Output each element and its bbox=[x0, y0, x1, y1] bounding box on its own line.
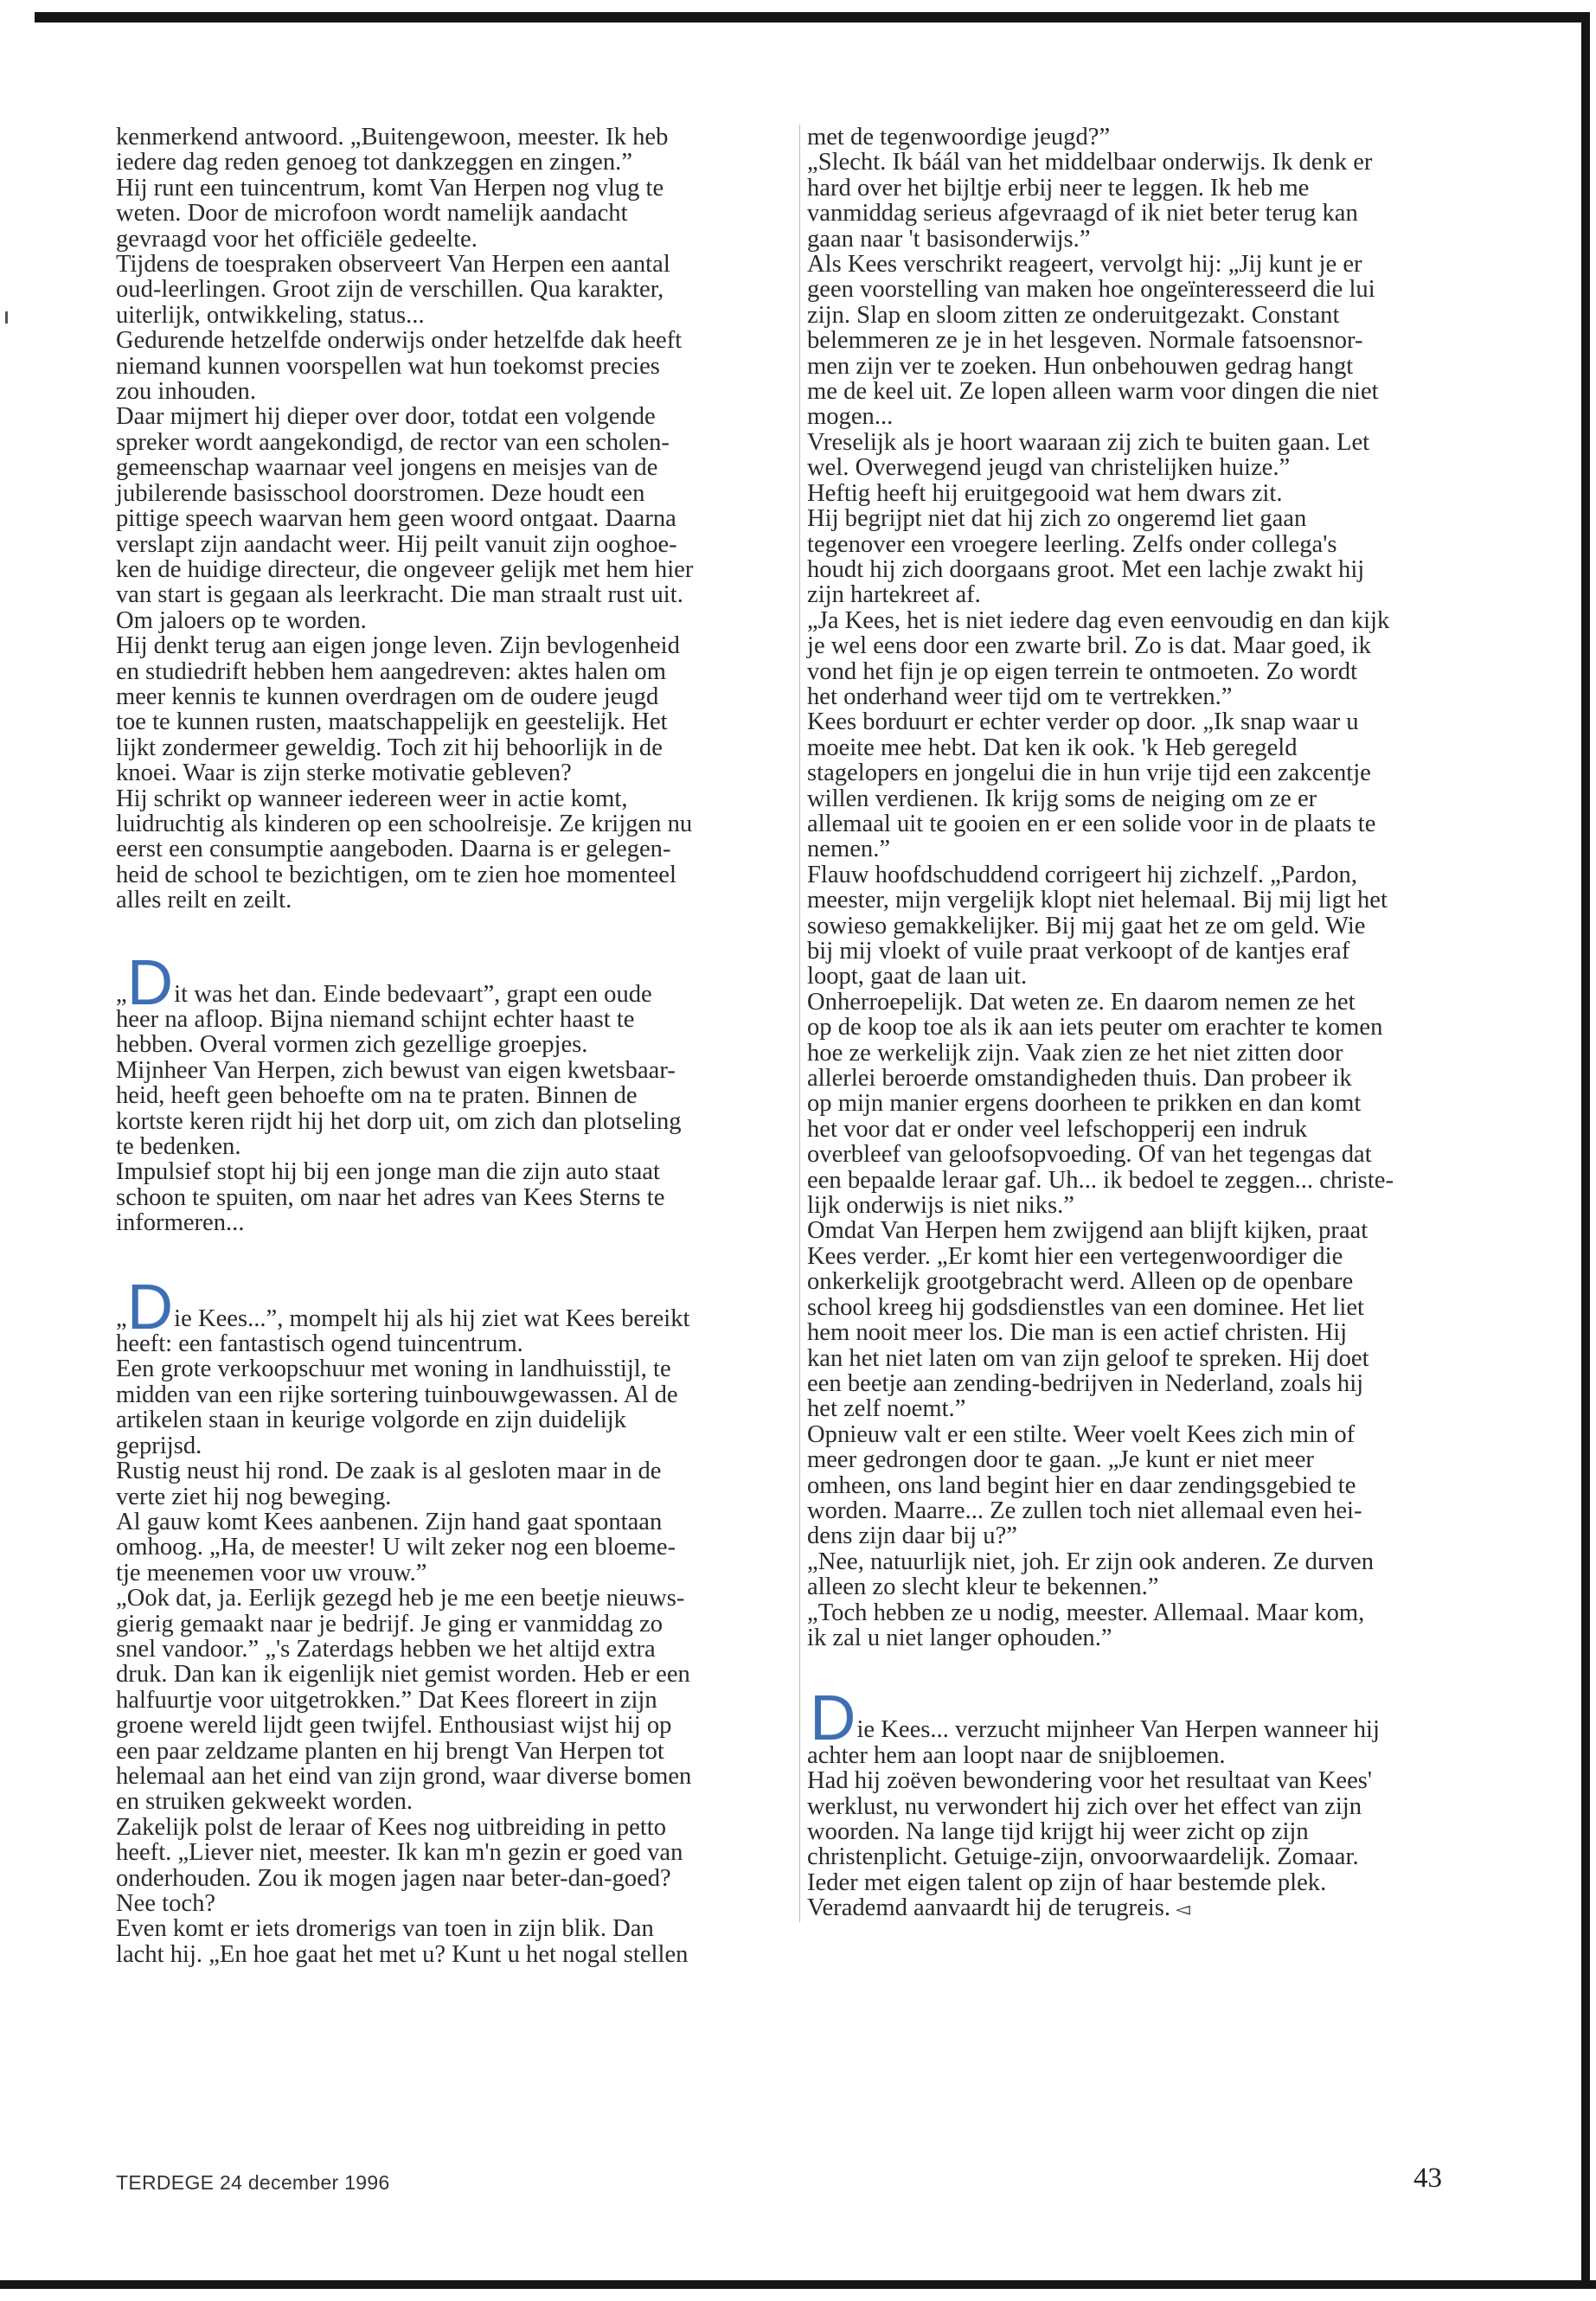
text-line: het onderhand weer tijd om te vertrekken.” bbox=[807, 683, 1233, 710]
text-line: een bepaalde leraar gaf. Uh... ik bedoel te zeggen... christe- bbox=[807, 1166, 1394, 1194]
right-section-1 bbox=[807, 125, 1440, 1650]
text-line: artikelen staan in keurige volgorde en zijn duidelijk bbox=[116, 1407, 626, 1434]
text-line: me de keel uit. Ze lopen alleen warm voor dingen die niet bbox=[807, 378, 1379, 406]
text-line: zijn hartekreet af. bbox=[807, 581, 981, 609]
text-line: een beetje aan zending-bedrijven in Nederland, zoals hij bbox=[807, 1369, 1364, 1397]
text-line: Had hij zoëven bewondering voor het resultaat van Kees' bbox=[807, 1767, 1373, 1795]
text-line: Mijnheer Van Herpen, zich bewust van eigen kwetsbaar- bbox=[116, 1056, 676, 1084]
text-line: lijkt zondermeer geweldig. Toch zit hij behoorlijk in de bbox=[116, 734, 663, 761]
text-line: mogen... bbox=[807, 403, 894, 431]
text-line: achter hem aan loopt naar de snijbloemen. bbox=[807, 1741, 1226, 1769]
text-line: overbleef van geloofsopvoeding. Of van het tegengas dat bbox=[807, 1141, 1372, 1169]
text-line: Zakelijk polst de leraar of Kees nog uitbreiding in petto bbox=[116, 1813, 667, 1841]
text-line: Gedurende hetzelfde onderwijs onder hetzelfde dak heeft bbox=[116, 327, 683, 355]
text-line: het zelf noemt.” bbox=[807, 1395, 966, 1423]
text-line: druk. Dan kan ik eigenlijk niet gemist worden. Heb er een bbox=[116, 1661, 690, 1689]
right-section-2-body bbox=[807, 1743, 1440, 1922]
text-line: willen verdienen. Ik krijg soms de neiging om ze er bbox=[807, 785, 1317, 812]
text-line: bij mij vloekt of vuile praat verkoopt of de kantjes eraf bbox=[807, 938, 1350, 965]
text-line: gierig gemaakt naar je bedrijf. Je ging er vanmiddag zo bbox=[116, 1610, 663, 1638]
text-line: Kees borduurt er echter verder op door. „Ik snap waar u bbox=[807, 708, 1359, 736]
text-line: op mijn manier ergens doorheen te prikken en dan komt bbox=[807, 1090, 1362, 1118]
first-line-text: it was het dan. Einde bedevaart”, grapt een oude bbox=[174, 980, 652, 1008]
text-line: Vreselijk als je hoort waaraan zij zich te buiten gaan. Let bbox=[807, 428, 1370, 456]
text-line: hoe ze werkelijk zijn. Vaak zien ze het niet zitten door bbox=[807, 1039, 1343, 1067]
left-section-3 bbox=[116, 1270, 747, 1968]
text-line: allemaal uit te gooien en er een solide voor in de plaats te bbox=[807, 810, 1376, 837]
text-line: Omdat Van Herpen hem zwijgend aan blijft kijken, praat bbox=[807, 1217, 1368, 1245]
text-line: hard over het bijltje erbij neer te leggen. Ik heb me bbox=[807, 174, 1310, 202]
text-line: zijn. Slap en sloom zitten ze onderuitgezakt. Constant bbox=[807, 301, 1340, 329]
text-line: te bedenken. bbox=[116, 1133, 241, 1161]
text-line: verte ziet hij nog beweging. bbox=[116, 1483, 392, 1510]
text-line: Al gauw komt Kees aanbenen. Zijn hand gaat spontaan bbox=[116, 1508, 663, 1535]
text-line: Verademd aanvaardt hij de terugreis. bbox=[807, 1894, 1170, 1922]
text-line: geen voorstelling van maken hoe ongeïnteresseerd die lui bbox=[807, 276, 1375, 304]
left-section-2-body bbox=[116, 1007, 747, 1236]
text-line: moeite mee hebt. Dat ken ik ook. 'k Heb geregeld bbox=[807, 734, 1298, 761]
text-line: met de tegenwoordige jeugd?” bbox=[807, 124, 1111, 151]
text-line: onkerkelijk grootgebracht werd. Alleen op de openbare bbox=[807, 1268, 1354, 1296]
text-line: Heftig heeft hij eruitgegooid wat hem dwars zit. bbox=[807, 479, 1283, 507]
text-line: gaan naar 't basisonderwijs.” bbox=[807, 225, 1091, 253]
text-line: en struiken gekweekt worden. bbox=[116, 1788, 413, 1816]
text-line: snel vandoor.” „'s Zaterdags hebben we het altijd extra bbox=[116, 1635, 656, 1663]
text-line: alles reilt en zeilt. bbox=[116, 887, 292, 914]
right-border-bar bbox=[1581, 12, 1590, 2287]
text-line: sowieso gemakkelijker. Bij mij gaat het ze om geld. Wie bbox=[807, 912, 1366, 939]
text-line: Hij schrikt op wanneer iedereen weer in actie komt, bbox=[116, 785, 628, 812]
text-line: Als Kees verschrikt reageert, vervolgt hij: „Jij kunt je er bbox=[807, 251, 1362, 279]
text-line: vond het fijn je op eigen terrein te ontmoeten. Zo wordt bbox=[807, 657, 1358, 685]
text-line: loopt, gaat de laan uit. bbox=[807, 963, 1028, 990]
text-line: Om jaloers op te worden. bbox=[116, 606, 367, 634]
text-line: christenplicht. Getuige-zijn, onvoorwaardelijk. Zomaar. bbox=[807, 1843, 1359, 1871]
scan-mark bbox=[5, 311, 8, 324]
text-line: omheen, ons land begint hier en daar zendingsgebied te bbox=[807, 1471, 1356, 1499]
text-line: kenmerkend antwoord. „Buitengewoon, meester. Ik heb bbox=[116, 124, 669, 151]
text-line: wel. Overwegend jeugd van christelijken huize.” bbox=[807, 454, 1291, 482]
text-line: meer gedrongen door te gaan. „Je kunt er niet meer bbox=[807, 1446, 1314, 1474]
drop-cap: D bbox=[810, 1682, 856, 1754]
quote-mark: „ bbox=[116, 980, 127, 1008]
text-line: men zijn ver te zoeken. Hun onbehouwen gedrag hangt bbox=[807, 352, 1354, 380]
text-line: zou inhouden. bbox=[116, 378, 256, 406]
text-line: pittige speech waarvan hem geen woord ontgaat. Daarna bbox=[116, 505, 676, 533]
text-line: Ieder met eigen talent op zijn of haar bestemde plek. bbox=[807, 1868, 1327, 1896]
text-line: omhoog. „Ha, de meester! U wilt zeker nog een bloeme- bbox=[116, 1534, 676, 1561]
text-line: geprijsd. bbox=[116, 1432, 202, 1459]
text-line: alleen zo slecht kleur te bekennen.” bbox=[807, 1574, 1159, 1601]
text-line: hem nooit meer los. Die man is een actief christen. Hij bbox=[807, 1319, 1348, 1347]
text-line: en studiedrift hebben hem aangedreven: aktes halen om bbox=[116, 657, 666, 685]
text-line: niemand kunnen voorspellen wat hun toekomst precies bbox=[116, 352, 660, 380]
text-line: helemaal aan het eind van zijn grond, waar diverse bomen bbox=[116, 1762, 692, 1790]
left-section-3-body bbox=[116, 1331, 747, 1967]
text-line: heid, heeft geen behoefte om na te praten. Binnen de bbox=[116, 1082, 638, 1110]
text-line: school kreeg hij godsdienstles van een dominee. Het liet bbox=[807, 1293, 1364, 1321]
left-section-3-first-line bbox=[116, 1270, 747, 1343]
text-line: midden van een rijke sortering tuinbouwgewassen. Al de bbox=[116, 1381, 678, 1408]
text-line: hebben. Overal vormen zich gezellige groepjes. bbox=[116, 1031, 588, 1059]
text-line: Hij denkt terug aan eigen jonge leven. Zijn bevlogenheid bbox=[116, 632, 680, 660]
text-line: Flauw hoofdschuddend corrigeert hij zichzelf. „Pardon, bbox=[807, 861, 1358, 888]
text-line: „Slecht. Ik báál van het middelbaar onderwijs. Ik denk er bbox=[807, 149, 1373, 176]
text-line: houdt hij zich doorgaans groot. Met een lachje zwakt hij bbox=[807, 555, 1365, 583]
text-line: luidruchtig als kinderen op een schoolreisje. Ze krijgen nu bbox=[116, 810, 693, 837]
text-line: „Ja Kees, het is niet iedere dag even eenvoudig en dan kijk bbox=[807, 606, 1390, 634]
text-line: meer kennis te kunnen overdragen om de oudere jeugd bbox=[116, 683, 659, 710]
text-line: werklust, nu verwondert hij zich over het effect van zijn bbox=[807, 1792, 1362, 1820]
text-line: Impulsief stopt hij bij een jonge man die zijn auto staat bbox=[116, 1158, 660, 1186]
left-section-1 bbox=[116, 125, 747, 913]
left-section-2-first-line bbox=[116, 945, 747, 1018]
text-line: jubilerende basisschool doorstromen. Deze houdt een bbox=[116, 479, 645, 507]
text-line: halfuurtje voor uitgetrokken.” Dat Kees floreert in zijn bbox=[116, 1686, 657, 1714]
text-line: van start is gegaan als leerkracht. Die man straalt rust uit. bbox=[116, 581, 683, 609]
text-line: worden. Maarre... Ze zullen toch niet allemaal even hei- bbox=[807, 1497, 1362, 1524]
text-line: heeft: een fantastisch ogend tuincentrum. bbox=[116, 1330, 523, 1358]
quote-mark: „ bbox=[116, 1304, 127, 1332]
text-line: stagelopers en jongelui die in hun vrije tijd een zakcentje bbox=[807, 760, 1371, 787]
text-line: groene wereld lijdt geen twijfel. Enthousiast wijst hij op bbox=[116, 1712, 672, 1740]
drop-cap: D bbox=[126, 945, 174, 1018]
left-section-2 bbox=[116, 945, 747, 1237]
text-line: verslapt zijn aandacht weer. Hij peilt vanuit zijn ooghoe- bbox=[116, 530, 677, 558]
text-line: „Nee, natuurlijk niet, joh. Er zijn ook anderen. Ze durven bbox=[807, 1548, 1375, 1575]
text-line: iedere dag reden genoeg tot dankzeggen en zingen.” bbox=[116, 149, 633, 176]
right-column bbox=[799, 125, 1440, 1922]
text-line: „Ook dat, ja. Eerlijk gezegd heb je me een beetje nieuws- bbox=[116, 1585, 685, 1612]
text-line: het voor dat er onder veel lefschopperij een indruk bbox=[807, 1115, 1308, 1143]
text-line: kan het niet laten om van zijn geloof te spreken. Hij doet bbox=[807, 1344, 1369, 1372]
text-line: Rustig neust hij rond. De zaak is al gesloten maar in de bbox=[116, 1458, 662, 1485]
text-line: Hij runt een tuincentrum, komt Van Herpen nog vlug te bbox=[116, 174, 664, 202]
first-line-text: ie Kees... verzucht mijnheer Van Herpen wanneer hij bbox=[856, 1716, 1380, 1744]
text-line: Onherroepelijk. Dat weten ze. En daarom nemen ze het bbox=[807, 988, 1356, 1016]
left-column bbox=[116, 125, 747, 1967]
text-line: Tijdens de toespraken observeert Van Herpen een aantal bbox=[116, 251, 670, 279]
text-line: spreker wordt aangekondigd, de rector van een scholen- bbox=[116, 428, 670, 456]
text-line: heer na afloop. Bijna niemand schijnt echter haast te bbox=[116, 1006, 635, 1033]
text-line: allerlei beroerde omstandigheden thuis. Dan probeer ik bbox=[807, 1065, 1352, 1093]
text-line: je wel eens door een zwarte bril. Zo is dat. Maar goed, ik bbox=[807, 632, 1371, 660]
text-line: Een grote verkoopschuur met woning in landhuisstijl, te bbox=[116, 1356, 671, 1383]
text-line: weten. Door de microfoon wordt namelijk aandacht bbox=[116, 200, 628, 228]
text-line: lijk onderwijs is niet niks.” bbox=[807, 1192, 1074, 1220]
text-line: vanmiddag serieus afgevraagd of ik niet beter terug kan bbox=[807, 200, 1358, 228]
text-line: tje meenemen voor uw vrouw.” bbox=[116, 1559, 427, 1586]
text-line: ken de huidige directeur, die ongeveer gelijk met hem hier bbox=[116, 555, 694, 583]
right-section-2-first-line bbox=[807, 1682, 1440, 1754]
text-line: toe te kunnen rusten, maatschappelijk en geestelijk. Het bbox=[116, 708, 668, 736]
text-line: Even komt er iets dromerigs van toen in zijn blik. Dan bbox=[116, 1915, 654, 1943]
text-line: een paar zeldzame planten en hij brengt Van Herpen tot bbox=[116, 1737, 664, 1765]
text-line: dens zijn daar bij u?” bbox=[807, 1522, 1017, 1550]
text-line: heid de school te bezichtigen, om te zien hoe momenteel bbox=[116, 861, 676, 888]
text-line: uiterlijk, ontwikkeling, status... bbox=[116, 301, 425, 329]
text-line: kortste keren rijdt hij het dorp uit, om zich dan plotseling bbox=[116, 1107, 682, 1135]
text-line: oud-leerlingen. Groot zijn de verschillen. Qua karakter, bbox=[116, 276, 664, 304]
text-line: meester, mijn vergelijk klopt niet helemaal. Bij mij ligt het bbox=[807, 887, 1388, 914]
text-line: Nee toch? bbox=[116, 1890, 216, 1917]
text-line: onderhouden. Zou ik mogen jagen naar beter-dan-goed? bbox=[116, 1864, 671, 1892]
publication-footer: TERDEGE 24 december 1996 bbox=[116, 2171, 390, 2194]
text-line: Kees verder. „Er komt hier een vertegenwoordiger die bbox=[807, 1242, 1343, 1270]
text-line: knoei. Waar is zijn sterke motivatie gebleven? bbox=[116, 760, 572, 787]
text-line: Opnieuw valt er een stilte. Weer voelt Kees zich min of bbox=[807, 1420, 1356, 1448]
text-line: eerst een consumptie aangeboden. Daarna is er gelegen- bbox=[116, 836, 671, 863]
text-line: informeren... bbox=[116, 1209, 245, 1237]
text-line: op de koop toe als ik aan iets peuter om erachter te komen bbox=[807, 1014, 1383, 1042]
text-line: heeft. „Liever niet, meester. Ik kan m'n gezin er goed van bbox=[116, 1839, 683, 1867]
end-mark-icon: ◅ bbox=[1175, 1898, 1190, 1920]
text-line: belemmeren ze je in het lesgeven. Normale fatsoensnor- bbox=[807, 327, 1363, 355]
first-line-text: ie Kees...”, mompelt hij als hij ziet wat Kees bereikt bbox=[174, 1304, 690, 1332]
bottom-border-bar bbox=[0, 2280, 1596, 2289]
text-line: gevraagd voor het officiële gedeelte. bbox=[116, 225, 478, 253]
text-line: Daar mijmert hij dieper over door, totdat een volgende bbox=[116, 403, 656, 431]
text-line: nemen.” bbox=[807, 836, 891, 863]
text-line: gemeenschap waarnaar veel jongens en meisjes van de bbox=[116, 454, 658, 482]
page-number: 43 bbox=[1413, 2163, 1442, 2194]
right-section-2 bbox=[807, 1682, 1440, 1922]
text-line: woorden. Na lange tijd krijgt hij weer zicht op zijn bbox=[807, 1818, 1309, 1845]
text-line: tegenover een vroegere leerling. Zelfs onder collega's bbox=[807, 530, 1337, 558]
text-line: lacht hij. „En hoe gaat het met u? Kunt u het nogal stellen bbox=[116, 1940, 689, 1968]
drop-cap: D bbox=[126, 1270, 174, 1343]
text-line: „Toch hebben ze u nodig, meester. Allemaal. Maar kom, bbox=[807, 1599, 1365, 1626]
text-line: Hij begrijpt niet dat hij zich zo ongeremd liet gaan bbox=[807, 505, 1307, 533]
text-line: ik zal u niet langer ophouden.” bbox=[807, 1624, 1112, 1651]
text-line: schoon te spuiten, om naar het adres van Kees Sterns te bbox=[116, 1183, 665, 1211]
top-border-bar bbox=[35, 12, 1587, 22]
